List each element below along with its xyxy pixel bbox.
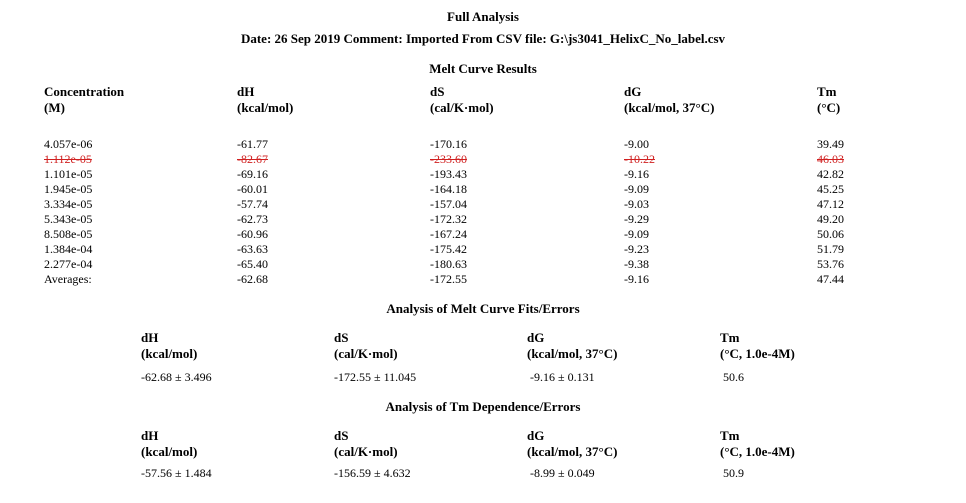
cell-dh: -60.96 xyxy=(237,227,268,241)
cell-dh: -62.68 xyxy=(237,272,268,286)
header-line2: (cal/K·mol) xyxy=(334,444,398,459)
fits-value-tm: 50.6 xyxy=(723,370,744,384)
cell-dg: -9.23 xyxy=(624,242,649,256)
header-line1: Tm xyxy=(720,330,740,345)
tmdep-value-dg: -8.99 ± 0.049 xyxy=(530,466,595,480)
fits-header-dh xyxy=(141,330,197,362)
cell-dg: -9.00 xyxy=(624,137,649,151)
tm-dependence-title: Analysis of Tm Dependence/Errors xyxy=(385,399,581,414)
tmdep-value-ds: -156.59 ± 4.632 xyxy=(334,466,411,480)
cell-dg: -9.29 xyxy=(624,212,649,226)
header-line2: (kcal/mol) xyxy=(237,100,294,115)
fits-errors-title: Analysis of Melt Curve Fits/Errors xyxy=(386,301,580,316)
cell-ds: -233.60 xyxy=(430,152,467,166)
fits-header-dg xyxy=(527,330,617,362)
cell-tm: 50.06 xyxy=(817,227,844,241)
tmdep-header-ds xyxy=(334,428,398,460)
cell-tm: 46.03 xyxy=(817,152,844,166)
cell-dh: -62.73 xyxy=(237,212,268,226)
cell-tm: 39.49 xyxy=(817,137,844,151)
cell-tm: 47.12 xyxy=(817,197,844,211)
cell-dg: -9.16 xyxy=(624,167,649,181)
header-dg xyxy=(624,84,714,116)
cell-tm: 47.44 xyxy=(817,272,844,286)
cell-ds: -170.16 xyxy=(430,137,467,151)
header-line2: (kcal/mol) xyxy=(141,346,198,361)
header-line1: dS xyxy=(334,428,349,443)
header-line2: (M) xyxy=(44,100,65,115)
cell-dh: -60.01 xyxy=(237,182,268,196)
cell-dh: -57.74 xyxy=(237,197,268,211)
cell-dg: -9.09 xyxy=(624,227,649,241)
header-line1: Tm xyxy=(817,84,837,99)
tmdep-value-dh: -57.56 ± 1.484 xyxy=(141,466,212,480)
cell-tm: 49.20 xyxy=(817,212,844,226)
cell-ds: -193.43 xyxy=(430,167,467,181)
cell-tm: 51.79 xyxy=(817,242,844,256)
cell-dg: -9.38 xyxy=(624,257,649,271)
header-line1: Tm xyxy=(720,428,740,443)
tmdep-header-dh xyxy=(141,428,197,460)
cell-ds: -167.24 xyxy=(430,227,467,241)
header-line2: (kcal/mol, 37°C) xyxy=(527,444,618,459)
cell-concentration: Averages: xyxy=(44,272,92,286)
cell-dg: -9.16 xyxy=(624,272,649,286)
header-dh xyxy=(237,84,293,116)
cell-concentration: 5.343e-05 xyxy=(44,212,93,226)
header-line2: (cal/K·mol) xyxy=(430,100,494,115)
fits-value-dh: -62.68 ± 3.496 xyxy=(141,370,212,384)
header-line1: dG xyxy=(624,84,642,99)
page-title: Full Analysis xyxy=(447,9,519,24)
fits-value-ds: -172.55 ± 11.045 xyxy=(334,370,417,384)
cell-tm: 45.25 xyxy=(817,182,844,196)
header-line2: (°C, 1.0e-4M) xyxy=(720,346,795,361)
cell-ds: -180.63 xyxy=(430,257,467,271)
cell-dh: -61.77 xyxy=(237,137,268,151)
header-line2: (°C, 1.0e-4M) xyxy=(720,444,795,459)
tmdep-header-dg xyxy=(527,428,617,460)
cell-dg: -10.22 xyxy=(624,152,655,166)
cell-dg: -9.03 xyxy=(624,197,649,211)
tmdep-header-tm xyxy=(720,428,795,460)
header-line1: dG xyxy=(527,428,545,443)
header-line1: dH xyxy=(141,428,159,443)
cell-dh: -63.63 xyxy=(237,242,268,256)
cell-concentration: 4.057e-06 xyxy=(44,137,93,151)
header-line1: dH xyxy=(237,84,255,99)
header-line1: dS xyxy=(430,84,445,99)
cell-ds: -164.18 xyxy=(430,182,467,196)
header-line1: Concentration xyxy=(44,84,125,99)
cell-ds: -172.32 xyxy=(430,212,467,226)
cell-ds: -157.04 xyxy=(430,197,467,211)
header-concentration xyxy=(44,84,124,116)
cell-concentration: 3.334e-05 xyxy=(44,197,93,211)
cell-tm: 42.82 xyxy=(817,167,844,181)
header-line2: (cal/K·mol) xyxy=(334,346,398,361)
tmdep-value-tm: 50.9 xyxy=(723,466,744,480)
cell-dh: -65.40 xyxy=(237,257,268,271)
page-subtitle: Date: 26 Sep 2019 Comment: Imported From CSV file: G:\js3041_HelixC_No_label.csv xyxy=(240,31,726,46)
cell-concentration: 8.508e-05 xyxy=(44,227,93,241)
cell-concentration: 2.277e-04 xyxy=(44,257,93,271)
header-line2: (kcal/mol, 37°C) xyxy=(624,100,715,115)
cell-dh: -82.67 xyxy=(237,152,268,166)
melt-curve-results-title: Melt Curve Results xyxy=(429,61,537,76)
fits-value-dg: -9.16 ± 0.131 xyxy=(530,370,595,384)
header-ds xyxy=(430,84,494,116)
cell-ds: -172.55 xyxy=(430,272,467,286)
cell-concentration: 1.945e-05 xyxy=(44,182,93,196)
cell-tm: 53.76 xyxy=(817,257,844,271)
header-line1: dS xyxy=(334,330,349,345)
cell-dg: -9.09 xyxy=(624,182,649,196)
cell-dh: -69.16 xyxy=(237,167,268,181)
fits-header-tm xyxy=(720,330,795,362)
header-line2: (kcal/mol) xyxy=(141,444,198,459)
header-line2: (°C) xyxy=(817,100,841,115)
cell-concentration: 1.101e-05 xyxy=(44,167,93,181)
header-line1: dG xyxy=(527,330,545,345)
fits-header-ds xyxy=(334,330,398,362)
cell-ds: -175.42 xyxy=(430,242,467,256)
cell-concentration: 1.112e-05 xyxy=(44,152,92,166)
header-line1: dH xyxy=(141,330,159,345)
cell-concentration: 1.384e-04 xyxy=(44,242,93,256)
header-tm xyxy=(817,84,840,116)
header-line2: (kcal/mol, 37°C) xyxy=(527,346,618,361)
